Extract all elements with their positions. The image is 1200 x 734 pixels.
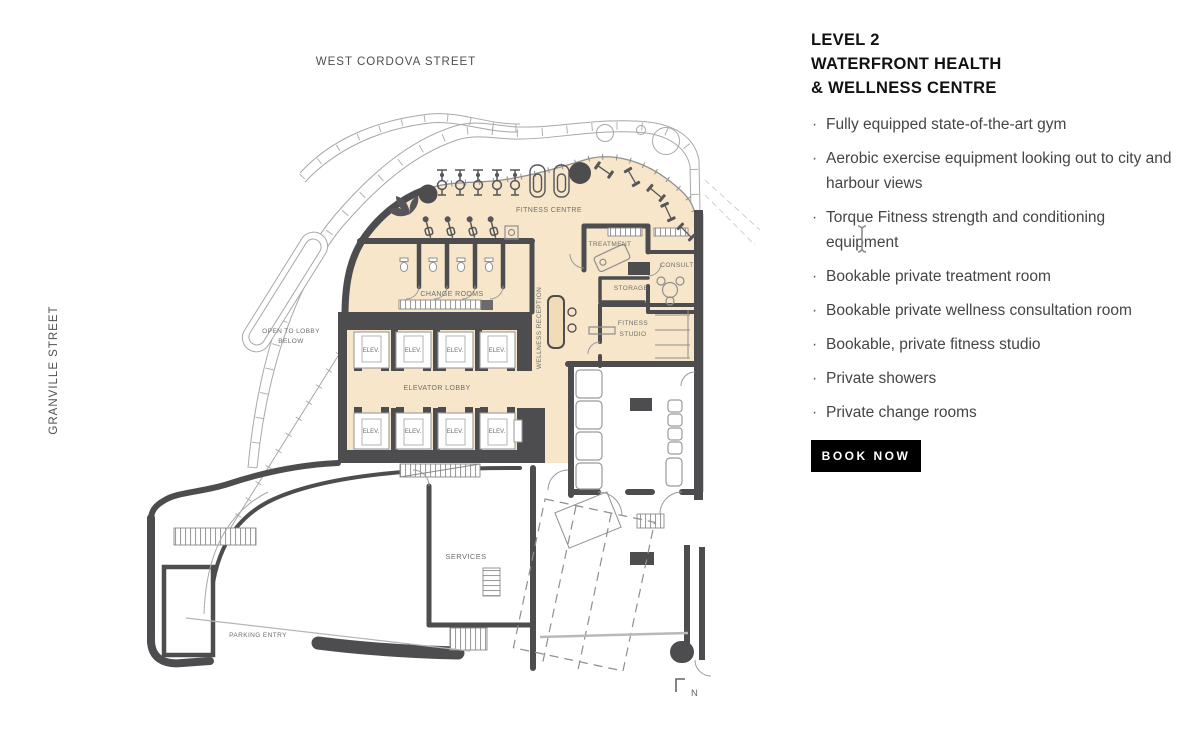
elevator-label: ELEV. [446, 348, 464, 354]
bullet-icon: · [812, 336, 818, 353]
bullet-icon: · [812, 209, 818, 226]
amenity-text: Fully equipped state-of-the-art gym [826, 116, 1067, 133]
amenity-item [811, 400, 1173, 425]
text-cursor-icon [856, 224, 868, 254]
north-indicator [676, 679, 698, 699]
title-line-1: LEVEL 2 [811, 31, 880, 49]
amenity-text: Bookable, private fitness studio [826, 336, 1041, 353]
bullet-icon: · [812, 404, 818, 421]
label-change-rooms: CHANGE ROOMS [420, 291, 484, 298]
amenity-text: Private change rooms [826, 404, 977, 421]
elevator-label: ELEV. [488, 429, 506, 435]
bullet-icon: · [812, 268, 818, 285]
street-label-granville: GRANVILLE STREET [48, 305, 60, 435]
page-title [811, 28, 1189, 100]
title-line-3: & WELLNESS CENTRE [811, 79, 997, 97]
elevator-label: ELEV. [446, 429, 464, 435]
label-consult: CONSULT [660, 262, 694, 269]
label-elevator-lobby: ELEVATOR LOBBY [403, 385, 471, 392]
elevator-label: ELEV. [362, 429, 380, 435]
amenity-text: Aerobic exercise equipment looking out to city and harbour views [826, 150, 1172, 192]
elevator-label: ELEV. [404, 429, 422, 435]
elevator-label: ELEV. [362, 348, 380, 354]
amenity-text: Torque Fitness strength and conditioning equipment [826, 209, 1106, 251]
title-line-2: WATERFRONT HEALTH [811, 55, 1002, 73]
amenity-text: Bookable private treatment room [826, 268, 1051, 285]
mech-room-fixtures [576, 370, 682, 489]
amenity-item [811, 298, 1173, 323]
amenity-item [811, 332, 1173, 357]
amenity-item [811, 366, 1173, 391]
label-open-to-lobby-2: BELOW [278, 338, 304, 345]
label-open-to-lobby-1: OPEN TO LOBBY [262, 328, 320, 335]
book-now-button[interactable]: BOOK NOW [811, 440, 921, 472]
room-left-block [164, 567, 213, 655]
amenity-item [811, 146, 1173, 196]
label-wellness-reception: WELLNESS RECEPTION [536, 286, 543, 370]
bullet-icon: · [812, 302, 818, 319]
amenity-item [811, 112, 1173, 137]
label-storage: STORAGE [613, 285, 649, 292]
label-fitness-studio-2: STUDIO [619, 331, 647, 338]
north-label: N [691, 688, 698, 699]
label-treatment: TREATMENT [588, 241, 632, 248]
amenity-text: Private showers [826, 370, 937, 387]
elevator-label: ELEV. [404, 348, 422, 354]
bullet-icon: · [812, 370, 818, 387]
label-fitness-centre: FITNESS CENTRE [516, 207, 582, 214]
bullet-icon: · [812, 116, 818, 133]
amenity-item [811, 264, 1173, 289]
label-services: SERVICES [445, 552, 487, 561]
label-parking-entry: PARKING ENTRY [229, 632, 287, 639]
amenity-list [811, 112, 1173, 425]
label-fitness-studio-1: FITNESS [617, 320, 649, 327]
street-label-west-cordova: WEST CORDOVA STREET [315, 56, 477, 68]
amenity-text: Bookable private wellness consultation room [826, 302, 1132, 319]
bullet-icon: · [812, 150, 818, 167]
elevator-label: ELEV. [488, 348, 506, 354]
